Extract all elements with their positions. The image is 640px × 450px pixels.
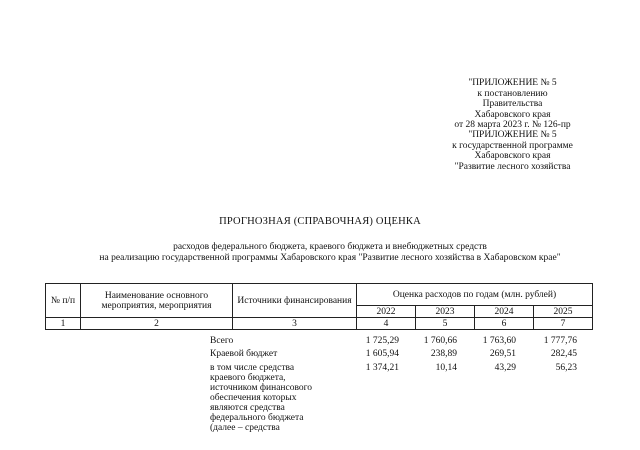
- appendix-line: от 28 марта 2023 г. № 126-пр: [454, 120, 571, 130]
- row-value: 1 763,60: [482, 336, 516, 346]
- column-index: 6: [475, 318, 534, 330]
- header-estimate: Оценка расходов по годам (млн. рублей): [357, 284, 593, 306]
- row-value: 56,23: [555, 363, 577, 373]
- header-year: 2022: [357, 306, 416, 318]
- table-row: [210, 349, 610, 363]
- row-value: 1 777,76: [543, 336, 577, 346]
- appendix-program-block: [420, 130, 605, 172]
- column-index: 3: [233, 318, 357, 330]
- row-value: 1 605,94: [365, 349, 399, 359]
- row-label: в том числе средства краевого бюджета, источником финансового обеспечения которых являются средства федерального бюджета (далее – средства: [210, 363, 313, 433]
- appendix-line: "ПРИЛОЖЕНИЕ № 5: [468, 78, 557, 88]
- column-index: 1: [46, 318, 81, 330]
- header-year: 2023: [416, 306, 475, 318]
- table-row: [210, 336, 610, 349]
- row-value: 282,45: [550, 349, 577, 359]
- column-index: 7: [534, 318, 593, 330]
- appendix-resolution-block: [420, 78, 605, 131]
- row-value: 269,51: [489, 349, 516, 359]
- row-label: Всего: [210, 336, 234, 346]
- row-value: 1 725,29: [365, 336, 399, 346]
- estimate-table: [45, 283, 593, 330]
- appendix-line: "ПРИЛОЖЕНИЕ № 5: [468, 130, 557, 140]
- appendix-line: Хабаровского края: [474, 109, 551, 120]
- document-title: ПРОГНОЗНАЯ (СПРАВОЧНАЯ) ОЦЕНКА: [219, 216, 421, 227]
- header-year: 2025: [534, 306, 593, 318]
- header-number: № п/п: [46, 284, 81, 318]
- row-value: 1 760,66: [423, 336, 457, 346]
- appendix-line: к постановлению: [477, 88, 548, 99]
- appendix-line: Правительства: [482, 99, 543, 109]
- column-index: 5: [416, 318, 475, 330]
- subtitle-line: расходов федерального бюджета, краевого бюджета и внебюджетных средств: [173, 242, 487, 252]
- row-value: 43,29: [494, 363, 516, 373]
- appendix-line: Хабаровского края: [474, 151, 551, 161]
- column-index: 4: [357, 318, 416, 330]
- document-subtitle: [0, 242, 640, 263]
- header-funding-source: Источники финансирования: [233, 284, 357, 318]
- row-value: 1 374,21: [365, 363, 399, 373]
- header-activity-name: Наименование основного мероприятия, мероприятия: [81, 284, 233, 318]
- header-year: 2024: [475, 306, 534, 318]
- funding-rows: [210, 336, 610, 433]
- row-value: 238,89: [430, 349, 457, 359]
- row-value: 10,14: [435, 363, 457, 373]
- column-index: 2: [81, 318, 233, 330]
- row-label: Краевой бюджет: [210, 349, 278, 359]
- appendix-line: к государственной программе: [452, 140, 573, 151]
- table-row: [210, 363, 610, 433]
- appendix-line: "Развитие лесного хозяйства: [454, 161, 571, 172]
- subtitle-line: на реализацию государственной программы Хабаровского края "Развитие лесного хозяйства в Хабаровском крае": [99, 252, 561, 263]
